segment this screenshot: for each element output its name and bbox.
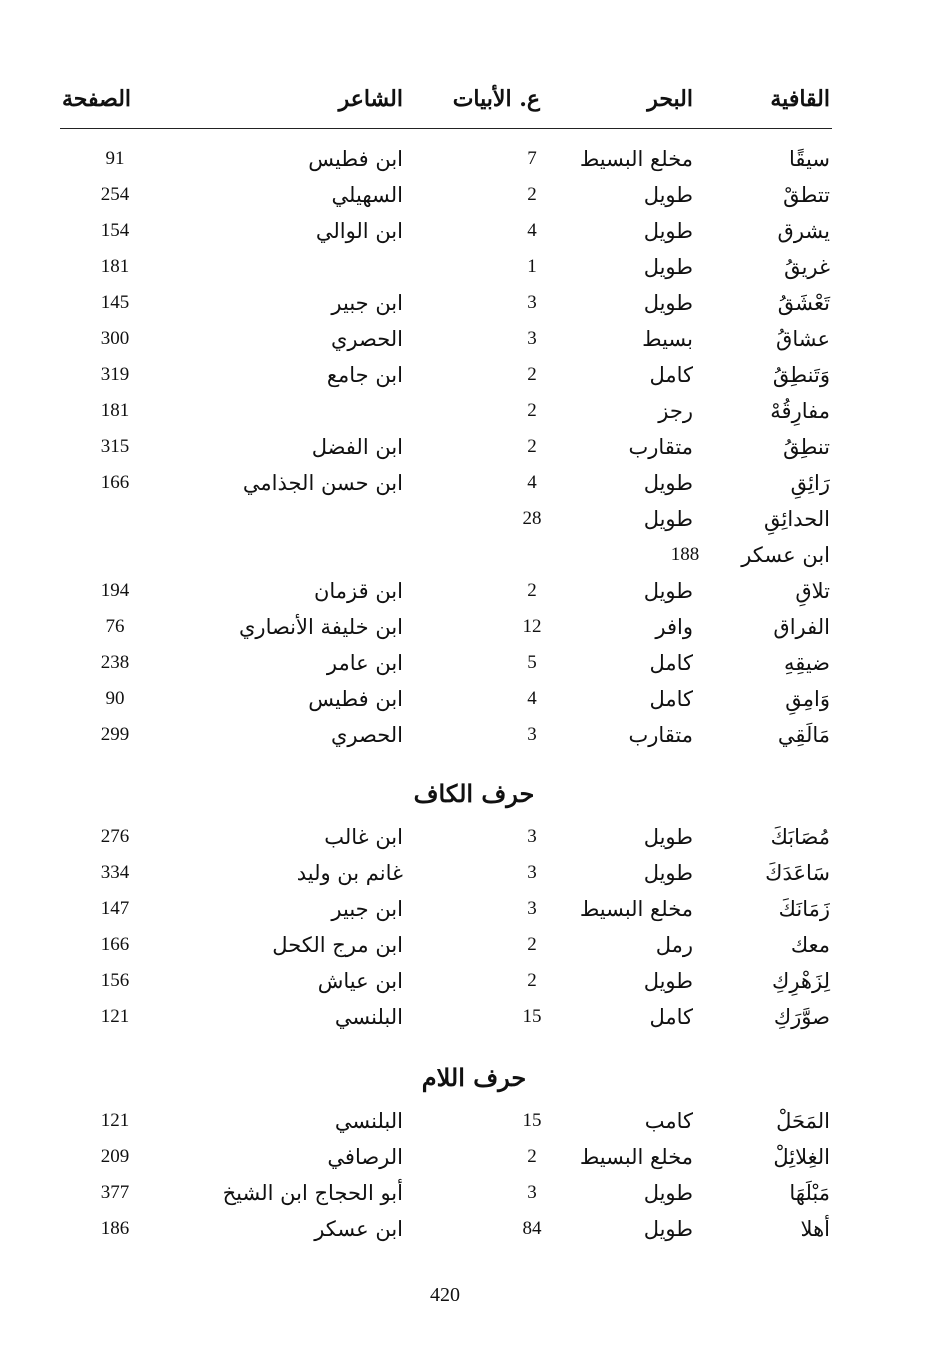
cell-qafia: غريقُ — [784, 255, 830, 279]
cell-abyat: 2 — [527, 1146, 537, 1167]
cell-bahr: كامل — [649, 1005, 693, 1029]
cell-bahr: كامل — [649, 363, 693, 387]
cell-page: 121 — [100, 1006, 130, 1027]
cell-page: 90 — [105, 688, 125, 709]
cell-page: 91 — [105, 148, 125, 169]
cell-abyat: 28 — [522, 508, 542, 529]
header-abyat: ع. الأبيات — [452, 86, 540, 112]
cell-bahr: مخلع البسيط — [579, 147, 693, 171]
table-header — [0, 84, 948, 118]
cell-page — [80, 504, 150, 534]
table-row — [0, 1178, 948, 1208]
cell-qafia: يشرق — [777, 219, 830, 243]
cell-bahr: طويل — [643, 1217, 693, 1241]
cell-shaer: ابن عياش — [317, 969, 403, 993]
cell-abyat: 5 — [527, 652, 537, 673]
cell-page: 188 — [670, 544, 700, 565]
table-row — [0, 858, 948, 888]
cell-abyat: 3 — [527, 1182, 537, 1203]
cell-shaer: الحصري — [330, 723, 403, 747]
table-row — [0, 180, 948, 210]
cell-qafia: المَحَلْ — [776, 1109, 830, 1133]
table-row — [0, 1142, 948, 1172]
cell-qafia: سَاعَدَكَ — [765, 861, 830, 885]
table-row — [0, 144, 948, 174]
cell-bahr: كامب — [644, 1109, 693, 1133]
cell-bahr: طويل — [643, 579, 693, 603]
cell-page: 334 — [100, 862, 130, 883]
cell-bahr: متقارب — [628, 723, 693, 747]
header-divider — [60, 128, 832, 129]
cell-qafia: الفراق — [773, 615, 830, 639]
cell-page: 299 — [100, 724, 130, 745]
cell-abyat: 2 — [527, 934, 537, 955]
cell-abyat: 84 — [522, 1218, 542, 1239]
cell-shaer: ابن فطيس — [308, 147, 403, 171]
table-row — [0, 612, 948, 642]
table-row — [0, 360, 948, 390]
cell-shaer: ابن عسكر — [314, 1217, 403, 1241]
cell-qafia: لِزَهْرِكِ — [772, 969, 830, 993]
table-row — [0, 930, 948, 960]
cell-page: 154 — [100, 220, 130, 241]
cell-qafia: مَبْلَهَا — [789, 1181, 830, 1205]
cell-bahr: طويل — [643, 255, 693, 279]
cell-abyat: 15 — [522, 1110, 542, 1131]
cell-page: 377 — [100, 1182, 130, 1203]
cell-page: 145 — [100, 292, 130, 313]
cell-shaer: ابن جامع — [326, 363, 403, 387]
cell-bahr: طويل — [643, 1181, 693, 1205]
cell-shaer: السهيلي — [331, 183, 403, 207]
cell-shaer: ابن حسن الجذامي — [242, 471, 403, 495]
cell-page: 156 — [100, 970, 130, 991]
table-row — [0, 432, 948, 462]
cell-bahr: طويل — [643, 219, 693, 243]
table-row-continuation — [0, 540, 948, 570]
table-row — [0, 966, 948, 996]
cell-page: 238 — [100, 652, 130, 673]
cell-shaer: ابن خليفة الأنصاري — [238, 615, 403, 639]
cell-page: 276 — [100, 826, 130, 847]
table-row — [0, 324, 948, 354]
cell-qafia: الحدائِقِ — [763, 507, 830, 531]
cell-page: 166 — [100, 472, 130, 493]
cell-shaer: الرصافي — [327, 1145, 403, 1169]
table-row — [0, 468, 948, 498]
cell-bahr: كامل — [649, 687, 693, 711]
table-row — [0, 1214, 948, 1244]
cell-page: 181 — [100, 256, 130, 277]
cell-abyat: 2 — [527, 364, 537, 385]
cell-qafia: الغِلائِلْ — [773, 1145, 830, 1169]
cell-qafia: سيقًا — [789, 147, 830, 171]
table-row — [0, 288, 948, 318]
cell-page: 186 — [100, 1218, 130, 1239]
cell-qafia: تنطِقُ — [783, 435, 830, 459]
cell-bahr: طويل — [643, 825, 693, 849]
table-row — [0, 216, 948, 246]
cell-qafia: ضيقِهِ — [783, 651, 830, 675]
cell-abyat: 3 — [527, 724, 537, 745]
table-row — [0, 1106, 948, 1136]
cell-abyat: 3 — [527, 328, 537, 349]
cell-qafia: تتطقْ — [783, 183, 830, 207]
cell-shaer: غانم بن وليد — [296, 861, 403, 885]
cell-abyat: 3 — [527, 898, 537, 919]
cell-qafia: مُصَابَكَ — [770, 825, 830, 849]
table-row — [0, 894, 948, 924]
cell-qafia: تلاقِ — [795, 579, 830, 603]
table-row — [0, 1002, 948, 1032]
cell-abyat: 3 — [527, 862, 537, 883]
cell-bahr: مخلع البسيط — [579, 1145, 693, 1169]
cell-bahr: رمل — [655, 933, 693, 957]
cell-abyat: 3 — [527, 292, 537, 313]
cell-qafia: تَعْشَقُ — [777, 291, 830, 315]
cell-abyat: 12 — [522, 616, 542, 637]
cell-qafia: رَائِقِ — [790, 471, 830, 495]
cell-shaer: أبو الحجاج ابن الشيخ — [222, 1181, 403, 1205]
cell-bahr: بسيط — [642, 327, 693, 351]
cell-bahr: طويل — [643, 507, 693, 531]
cell-abyat: 2 — [527, 436, 537, 457]
cell-qafia: ابن عسكر — [741, 543, 830, 567]
cell-bahr: طويل — [643, 471, 693, 495]
cell-bahr: طويل — [643, 183, 693, 207]
section-title-lam: حرف اللام — [421, 1063, 527, 1092]
page-number: 420 — [430, 1284, 460, 1306]
cell-bahr: طويل — [643, 291, 693, 315]
table-row — [0, 576, 948, 606]
cell-page: 209 — [100, 1146, 130, 1167]
cell-abyat: 2 — [527, 970, 537, 991]
cell-page: 121 — [100, 1110, 130, 1131]
cell-page: 194 — [100, 580, 130, 601]
cell-shaer: ابن فطيس — [308, 687, 403, 711]
cell-abyat: 15 — [522, 1006, 542, 1027]
cell-shaer: ابن جبير — [331, 291, 403, 315]
header-shaer: الشاعر — [338, 86, 403, 112]
cell-qafia: معك — [790, 933, 830, 957]
cell-qafia: مَالَقِي — [777, 723, 830, 747]
cell-shaer: ابن جبير — [331, 897, 403, 921]
cell-bahr: كامل — [649, 651, 693, 675]
cell-bahr: طويل — [643, 969, 693, 993]
table-row — [0, 684, 948, 714]
cell-page: 319 — [100, 364, 130, 385]
cell-abyat: 2 — [527, 184, 537, 205]
cell-page: 147 — [100, 898, 130, 919]
cell-abyat: 4 — [527, 220, 537, 241]
cell-bahr: مخلع البسيط — [579, 897, 693, 921]
cell-qafia: أهلا — [800, 1217, 830, 1241]
cell-qafia: وَامِقِ — [785, 687, 830, 711]
cell-page: 181 — [100, 400, 130, 421]
table-row — [0, 822, 948, 852]
cell-page: 300 — [100, 328, 130, 349]
cell-bahr: وافر — [655, 615, 693, 639]
cell-abyat: 2 — [527, 580, 537, 601]
cell-shaer: ابن الوالي — [315, 219, 403, 243]
cell-abyat: 4 — [527, 472, 537, 493]
cell-shaer: ابن غالب — [324, 825, 403, 849]
cell-abyat: 4 — [527, 688, 537, 709]
cell-qafia: عشاقُ — [776, 327, 830, 351]
cell-shaer: البلنسي — [334, 1005, 403, 1029]
cell-qafia: وَتَنطِقُ — [772, 363, 830, 387]
cell-shaer: البلنسي — [334, 1109, 403, 1133]
header-page: الصفحة — [62, 86, 132, 112]
cell-bahr: طويل — [643, 861, 693, 885]
table-row — [0, 648, 948, 678]
cell-abyat: 1 — [527, 256, 537, 277]
header-bahr: البحر — [647, 86, 693, 112]
cell-qafia: صوَّرَكِ — [773, 1005, 830, 1029]
section-title-kaf: حرف الكاف — [413, 779, 535, 808]
cell-bahr: رجز — [658, 399, 693, 423]
cell-shaer: ابن الفضل — [311, 435, 403, 459]
header-qafia: القافية — [770, 86, 830, 112]
cell-abyat: 3 — [527, 826, 537, 847]
cell-page: 254 — [100, 184, 130, 205]
cell-abyat: 2 — [527, 400, 537, 421]
table-row — [0, 504, 948, 534]
cell-shaer: الحصري — [330, 327, 403, 351]
table-row — [0, 720, 948, 750]
cell-bahr: متقارب — [628, 435, 693, 459]
cell-shaer: ابن قزمان — [313, 579, 403, 603]
cell-shaer: ابن مرج الكحل — [272, 933, 403, 957]
cell-page: 166 — [100, 934, 130, 955]
cell-page: 76 — [105, 616, 125, 637]
cell-qafia: مفارِقُهْ — [770, 399, 830, 423]
table-row — [0, 396, 948, 426]
table-row — [0, 252, 948, 282]
cell-abyat: 7 — [527, 148, 537, 169]
cell-qafia: زَمَانَكَ — [778, 897, 830, 921]
cell-page: 315 — [100, 436, 130, 457]
cell-shaer: ابن عامر — [326, 651, 403, 675]
